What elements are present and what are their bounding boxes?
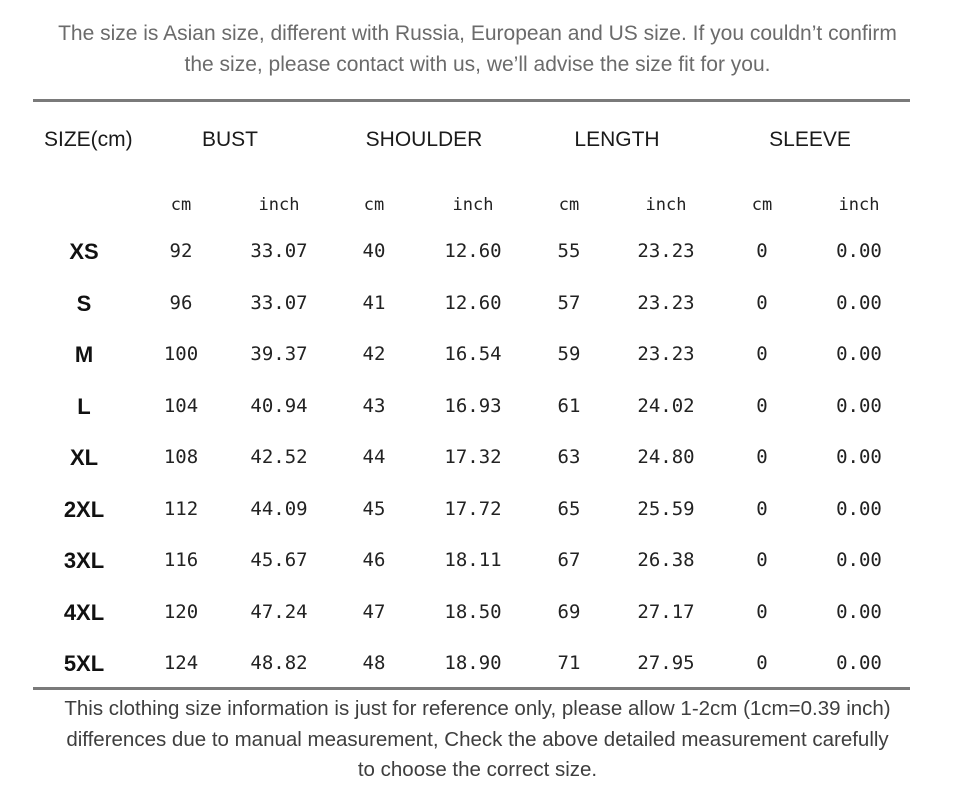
- table-cell: 0: [756, 394, 768, 417]
- table-cell: 44.09: [250, 497, 308, 520]
- top-divider: [33, 99, 910, 102]
- table-cell: 0: [756, 343, 768, 365]
- size-label: 3XL: [63, 548, 105, 573]
- table-cell: 0: [756, 549, 768, 571]
- table-cell: 25.59: [637, 497, 695, 520]
- table-cell: 42: [362, 343, 386, 365]
- table-cell: 55: [557, 240, 581, 262]
- table-cell: 40.94: [250, 394, 308, 417]
- bottom-note-line-2: differences due to manual measurement, Check the above detailed measurement carefully: [66, 727, 889, 751]
- unit-label: inch: [645, 195, 687, 215]
- table-cell: 96: [169, 291, 193, 314]
- header-sleeve: SLEEVE: [769, 128, 851, 151]
- table-cell: 124: [163, 652, 199, 674]
- table-cell: 23.23: [637, 291, 695, 314]
- table-cell: 24.80: [637, 446, 695, 468]
- table-cell: 69: [557, 600, 581, 623]
- unit-label: inch: [258, 195, 300, 215]
- table-cell: 45: [362, 497, 386, 520]
- top-note: [40, 18, 915, 80]
- size-label: S: [76, 290, 92, 316]
- table-cell: 100: [163, 343, 199, 365]
- bottom-note: [30, 694, 925, 786]
- table-cell: 0.00: [836, 446, 882, 468]
- table-cell: 48: [362, 652, 386, 674]
- table-cell: 63: [557, 446, 581, 468]
- table-cell: 0: [756, 600, 768, 623]
- table-cell: 116: [163, 549, 199, 571]
- table-cell: 0.00: [836, 240, 882, 262]
- table-cell: 27.95: [637, 652, 695, 674]
- table-cell: 0: [756, 446, 768, 468]
- table-cell: 42.52: [250, 446, 308, 468]
- table-cell: 59: [557, 343, 581, 365]
- table-cell: 92: [169, 240, 193, 262]
- unit-label: cm: [558, 195, 580, 215]
- header-bust: BUST: [201, 128, 259, 151]
- table-cell: 18.90: [444, 652, 502, 674]
- table-cell: 23.23: [637, 240, 695, 262]
- table-cell: 0.00: [836, 549, 882, 571]
- table-cell: 12.60: [444, 291, 502, 314]
- bottom-note-line-3: to choose the correct size.: [357, 758, 598, 781]
- size-label: XL: [69, 445, 99, 470]
- table-cell: 57: [557, 291, 581, 314]
- table-cell: 17.32: [444, 446, 502, 468]
- table-cell: 61: [557, 394, 581, 417]
- table-cell: 33.07: [250, 240, 308, 262]
- unit-label: inch: [838, 195, 880, 215]
- table-cell: 18.50: [444, 600, 502, 623]
- bottom-divider: [33, 687, 910, 690]
- unit-label: cm: [751, 195, 773, 215]
- table-cell: 44: [362, 446, 386, 468]
- table-cell: 47.24: [250, 600, 308, 623]
- table-cell: 24.02: [637, 394, 695, 417]
- table-cell: 18.11: [444, 549, 502, 571]
- table-cell: 0.00: [836, 600, 882, 623]
- table-cell: 48.82: [250, 652, 308, 674]
- table-cell: 71: [557, 652, 581, 674]
- table-cell: 120: [163, 600, 199, 623]
- table-cell: 0: [756, 497, 768, 520]
- table-cell: 43: [362, 394, 386, 417]
- table-cell: 67: [557, 549, 581, 571]
- table-cell: 0: [756, 240, 768, 262]
- table-cell: 16.54: [444, 343, 502, 365]
- table-cell: 26.38: [637, 549, 695, 571]
- table-cell: 0.00: [836, 343, 882, 365]
- header-size: SIZE(cm): [44, 128, 133, 151]
- table-cell: 0.00: [836, 291, 882, 314]
- table-cell: 0.00: [836, 652, 882, 674]
- table-cell: 27.17: [637, 600, 695, 623]
- header-shoulder: SHOULDER: [365, 128, 483, 151]
- table-cell: 39.37: [250, 343, 308, 365]
- table-cell: 104: [163, 394, 199, 417]
- size-label: L: [77, 393, 91, 419]
- table-cell: 65: [557, 497, 581, 520]
- unit-label: inch: [452, 195, 494, 215]
- unit-label: cm: [363, 195, 385, 215]
- top-note-line-2: the size, please contact with us, we’ll advise the size fit for you.: [184, 53, 771, 76]
- top-note-line-1: The size is Asian size, different with Russia, European and US size. If you couldn’t confirm: [58, 22, 897, 45]
- table-cell: 0.00: [836, 497, 882, 520]
- table-cell: 108: [163, 446, 199, 468]
- table-cell: 46: [362, 549, 386, 571]
- header-length: LENGTH: [574, 128, 660, 151]
- table-cell: 112: [163, 497, 199, 520]
- table-cell: 45.67: [250, 549, 308, 571]
- table-cell: 0: [756, 291, 768, 314]
- table-cell: 16.93: [444, 394, 502, 417]
- size-label: M: [74, 342, 94, 367]
- table-cell: 0.00: [836, 394, 882, 417]
- size-label: XS: [69, 239, 99, 264]
- table-cell: 12.60: [444, 240, 502, 262]
- table-cell: 41: [362, 291, 386, 314]
- bottom-note-line-1: This clothing size information is just for reference only, please allow 1-2cm (1cm=0.39 inch): [64, 697, 891, 720]
- table-cell: 23.23: [637, 343, 695, 365]
- table-cell: 47: [362, 600, 386, 623]
- table-cell: 0: [756, 652, 768, 674]
- size-label: 2XL: [63, 496, 105, 522]
- table-cell: 33.07: [250, 291, 308, 314]
- unit-label: cm: [170, 195, 192, 215]
- table-cell: 40: [362, 240, 386, 262]
- size-label: 4XL: [63, 599, 105, 625]
- size-label: 5XL: [63, 651, 105, 676]
- table-cell: 17.72: [444, 497, 502, 520]
